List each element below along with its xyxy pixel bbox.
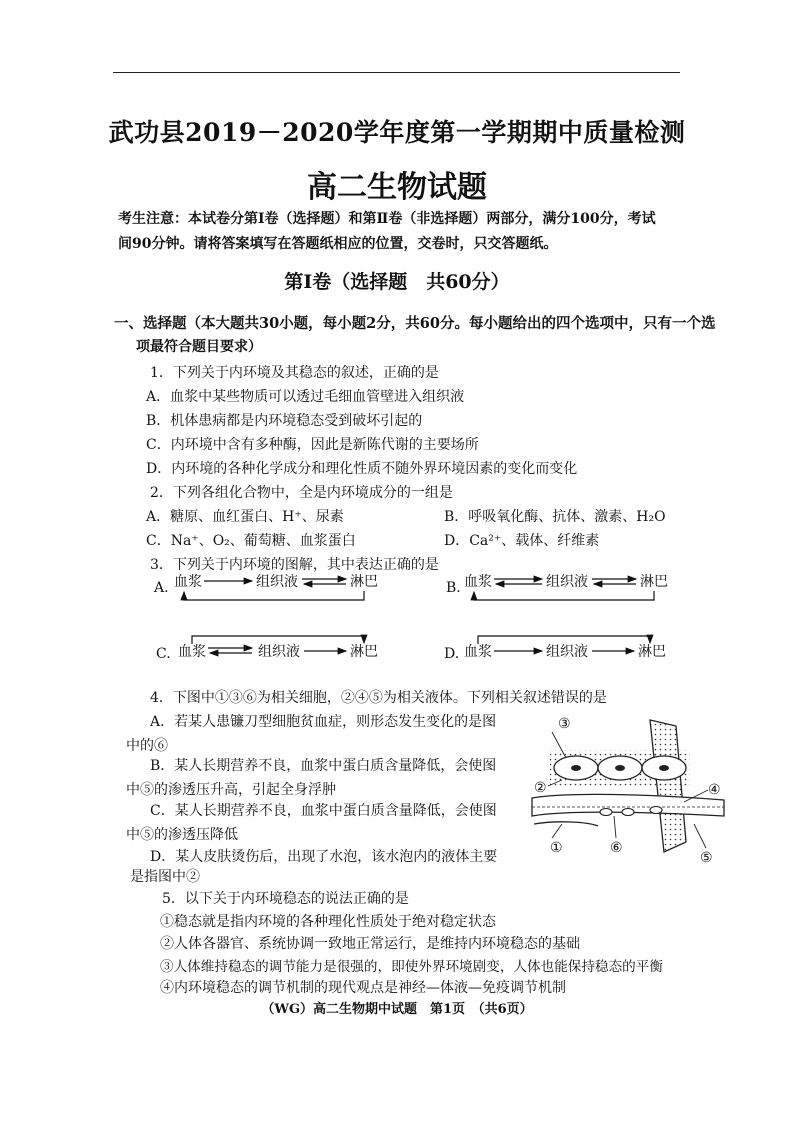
- q4-option-b-line1: B．某人长期营养不良，血浆中蛋白质含量降低，会使图: [150, 758, 497, 774]
- notice-line-1: 考生注意：本试卷分第Ⅰ卷（选择题）和第Ⅱ卷（非选择题）两部分，满分100分，考试: [118, 211, 656, 227]
- blood-cell: [650, 807, 662, 814]
- q3-c-tissue: 组织液: [258, 644, 300, 660]
- q3-a-tissue: 组织液: [256, 574, 298, 590]
- q3-d-plasma: 血浆: [464, 644, 492, 660]
- q3-c-plasma: 血浆: [178, 644, 206, 660]
- q4-option-c-line1: C．某人长期营养不良，血浆中蛋白质含量降低，会使图: [150, 803, 497, 819]
- q4-option-d-line1: D．某人皮肤烫伤后，出现了水泡，该水泡内的液体主要: [150, 849, 498, 865]
- q4-label-1: ①: [550, 840, 563, 856]
- q3-a-plasma: 血浆: [174, 574, 202, 590]
- exam-subtitle: 高二生物试题: [307, 170, 487, 205]
- q2-stem: 2．下列各组化合物中，全是内环境成分的一组是: [150, 485, 453, 501]
- q5-stem: 5．以下关于内环境稳态的说法正确的是: [162, 891, 409, 907]
- q1-option-d: D．内环境的各种化学成分和理化性质不随外界环境因素的变化而变化: [146, 461, 578, 477]
- q3-d-lymph: 淋巴: [638, 644, 666, 660]
- q3-diagrams: [150, 570, 710, 675]
- instructions-line-2: 项最符合题目要求）: [136, 339, 262, 355]
- q4-label-2: ②: [534, 780, 547, 796]
- q2-option-b: B．呼吸氧化酶、抗体、激素、H₂O: [444, 509, 666, 525]
- q4-option-d-line2: 是指图中②: [130, 869, 200, 885]
- q4-label-5: ⑤: [700, 850, 713, 866]
- q5-statement-3: ③人体维持稳态的调节能力是很强的，即使外界环境剧变，人体也能保持稳态的平衡: [160, 959, 663, 975]
- q1-option-a: A．血浆中某些物质可以透过毛细血管壁进入组织液: [146, 389, 465, 405]
- q4-option-a-line1: A．若某人患镰刀型细胞贫血症，则形态发生变化的是图: [150, 714, 497, 730]
- q3-c-lymph: 淋巴: [350, 644, 378, 660]
- q4-label-3: ③: [558, 716, 571, 732]
- q3-b-plasma: 血浆: [464, 574, 492, 590]
- q4-tissue-diagram: [528, 712, 728, 867]
- blood-cell: [622, 809, 634, 816]
- q4-option-c-line2: 中⑤的渗透压降低: [126, 827, 238, 843]
- q4-option-b-line2: 中⑤的渗透压升高，引起全身浮肿: [126, 782, 336, 798]
- q2-option-a: A．糖原、血红蛋白、H⁺、尿素: [146, 509, 344, 525]
- q3-a-lymph: 淋巴: [350, 574, 378, 590]
- q5-statement-1: ①稳态就是指内环境的各种理化性质处于绝对稳定状态: [160, 914, 496, 930]
- q1-option-c: C．内环境中含有多种酶，因此是新陈代谢的主要场所: [146, 437, 479, 453]
- top-rule: [113, 72, 680, 73]
- q4-option-a-line2: 中的⑥: [126, 738, 168, 754]
- q5-statement-2: ②人体各器官、系统协调一致地正常运行，是维持内环境稳态的基础: [160, 936, 580, 952]
- q1-stem: 1．下列关于内环境及其稳态的叙述，正确的是: [150, 365, 439, 381]
- page-footer: （WG）高二生物期中试题 第1页 （共6页）: [261, 1002, 533, 1017]
- q1-option-b: B．机体患病都是内环境稳态受到破坏引起的: [146, 413, 423, 429]
- section-title: 第Ⅰ卷（选择题 共60分）: [284, 271, 510, 293]
- exam-title: 武功县2019－2020学年度第一学期期中质量检测: [108, 118, 686, 147]
- q4-label-6: ⑥: [610, 840, 623, 856]
- q3-b-tissue: 组织液: [546, 574, 588, 590]
- q3-stem: 3．下列关于内环境的图解，其中表达正确的是: [150, 557, 439, 573]
- q3-a-label: A.: [154, 580, 169, 596]
- q4-label-4: ④: [708, 782, 721, 798]
- notice-line-2: 间90分钟。请将答案填写在答题纸相应的位置，交卷时，只交答题纸。: [118, 236, 558, 252]
- q2-option-d: D．Ca²⁺、载体、纤维素: [444, 533, 600, 549]
- q2-option-c: C．Na⁺、O₂、葡萄糖、血浆蛋白: [146, 533, 356, 549]
- q3-d-tissue: 组织液: [546, 644, 588, 660]
- q4-stem: 4．下图中①③⑥为相关细胞，②④⑤为相关液体。下列相关叙述错误的是: [150, 690, 607, 706]
- instructions-line-1: 一、选择题（本大题共30小题，每小题2分，共60分。每小题给出的四个选项中，只有一个选: [114, 315, 716, 332]
- q5-statement-4: ④内环境稳态的调节机制的现代观点是神经—体液—免疫调节机制: [160, 980, 566, 996]
- q3-b-label: B.: [446, 580, 461, 596]
- q3-d-label: D.: [444, 646, 460, 662]
- q3-c-label: C.: [156, 646, 171, 662]
- q3-b-lymph: 淋巴: [640, 574, 668, 590]
- blood-cell: [600, 809, 612, 816]
